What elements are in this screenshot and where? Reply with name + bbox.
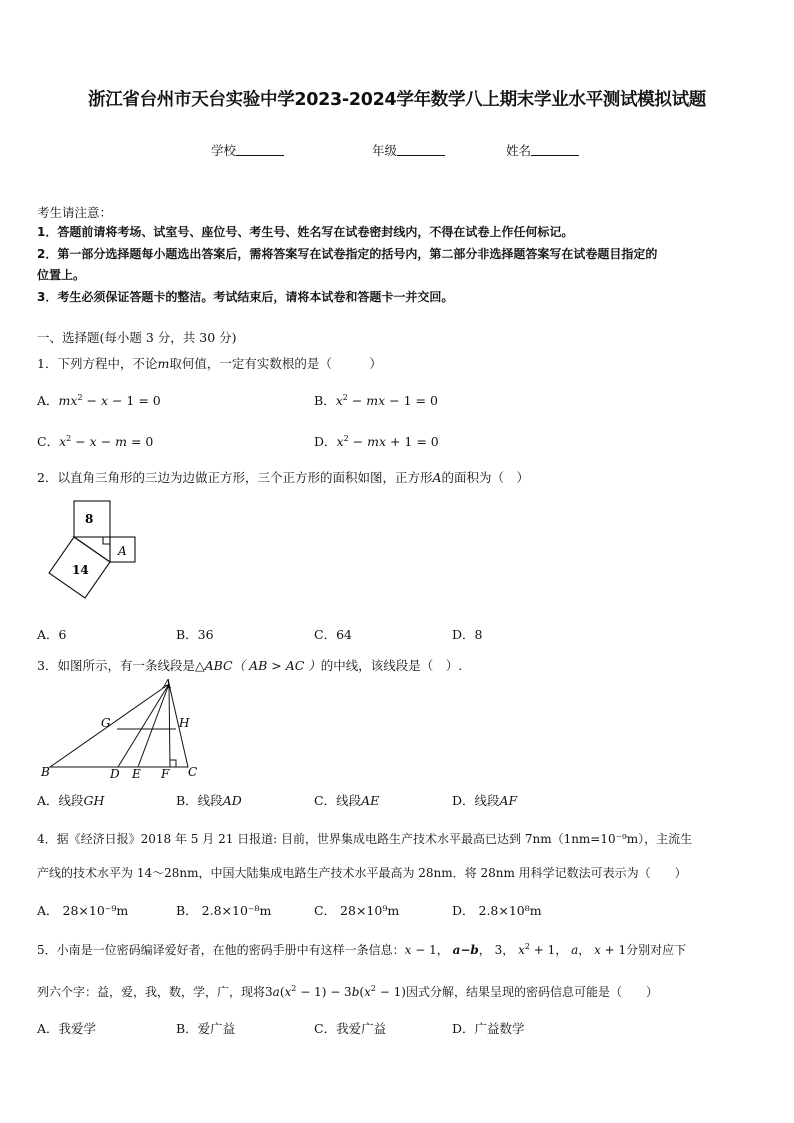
notice-item-1: 1．答题前请将考场、试室号、座位号、考生号、姓名写在试卷密封线内，不得在试卷上作任何标记。: [37, 225, 574, 239]
notice-heading: 考生请注意：: [37, 205, 113, 220]
q3-option-d[interactable]: D．线段AF: [452, 793, 518, 808]
page-title: 浙江省台州市天台实验中学2023-2024学年数学八上期末学业水平测试模拟试题: [88, 90, 706, 110]
right-angle-mark: [103, 537, 110, 544]
section-heading: 一、选择题(每小题 3 分，共 30 分): [37, 330, 237, 345]
q3-triangle-figure: [38, 676, 208, 784]
grade-label: 年级: [372, 143, 398, 158]
q4-option-b[interactable]: B． 2.8×10⁻⁸m: [176, 903, 272, 918]
name-blank[interactable]: [531, 143, 579, 156]
label-a: A: [163, 677, 172, 691]
segment-ad: [118, 684, 169, 767]
q1-option-a[interactable]: A．$mx^2 - x - 1 = 0$: [37, 393, 161, 408]
q4-option-d[interactable]: D． 2.8×10⁸m: [452, 903, 542, 918]
q3-option-b[interactable]: B．线段AD: [176, 793, 242, 808]
school-blank[interactable]: [236, 143, 284, 156]
question-5-line-1: 5．小南是一位密码编译爱好者，在他的密码手册中有这样一条信息：x − 1， a−b， 3， $x^2 + 1$， a， x + 1分别对应下: [37, 942, 687, 957]
label-e: E: [132, 767, 141, 781]
question-3-stem: 3．如图所示，有一条线段是△ABC（ AB > AC ）的中线，该线段是（ ）.: [37, 658, 463, 673]
label-g: G: [101, 716, 111, 730]
segment-ae: [138, 684, 169, 767]
notice-item-2: 2．第一部分选择题每小题选出答案后，需将答案写在试卷指定的括号内，第二部分非选择题答案写在试卷题目指定的: [37, 247, 658, 261]
q3-option-a[interactable]: A．线段GH: [37, 793, 105, 808]
q2-option-a[interactable]: A．6: [37, 627, 67, 642]
q5-option-b[interactable]: B．爱广益: [176, 1021, 236, 1036]
q1-option-d[interactable]: D．$x^2$ − mx + 1 = 0: [314, 434, 439, 449]
question-4-line-1: 4．据《经济日报》2018 年 5 月 21 日报道: 目前，世界集成电路生产技术水平最高已达到 7nm（1nm=10⁻⁹m），主流生: [37, 832, 693, 846]
name-field[interactable]: [506, 141, 579, 159]
q5-option-c[interactable]: C．我爱广益: [314, 1021, 387, 1036]
square-a-label: A: [118, 544, 127, 558]
question-5-line-2: 列六个字：益，爱，我，数，学，广，现将$3a(x^2 - 1) - 3b(x^2 - 1)$因式分解，结果呈现的密码信息可能是（ ）: [37, 984, 658, 999]
label-f: F: [161, 767, 170, 781]
right-angle-mark: [170, 760, 176, 767]
q2-option-d[interactable]: D．8: [452, 627, 483, 642]
triangle-abc: [50, 684, 188, 767]
q2-option-b[interactable]: B．36: [176, 627, 214, 642]
q1-option-c[interactable]: C．$x^2 - x - m = 0$: [37, 434, 154, 449]
question-4-line-2: 产线的技术水平为 14～28nm，中国大陆集成电路生产技术水平最高为 28nm．将 28nm 用科学记数法可表示为（ ）: [37, 866, 687, 880]
notice-item-3: 3．考生必须保证答题卡的整洁。考试结束后，请将本试卷和答题卡一并交回。: [37, 290, 454, 304]
q1-option-b[interactable]: B．$x^2$ − mx − 1 = 0: [314, 393, 438, 408]
q5-option-a[interactable]: A．我爱学: [37, 1021, 97, 1036]
school-field[interactable]: [211, 141, 284, 159]
segment-af: [169, 684, 170, 767]
grade-blank[interactable]: [397, 143, 445, 156]
question-2-stem: 2．以直角三角形的三边为边做正方形，三个正方形的面积如图，正方形A的面积为（ ）: [37, 470, 530, 485]
q2-option-c[interactable]: C．64: [314, 627, 352, 642]
notice-item-2-cont: 位置上。: [37, 268, 86, 282]
q4-option-a[interactable]: A． 28×10⁻⁹m: [37, 903, 129, 918]
q2-squares-figure: [48, 498, 148, 616]
label-h: H: [179, 716, 190, 730]
label-d: D: [110, 767, 120, 781]
label-c: C: [188, 765, 198, 779]
label-b: B: [41, 765, 50, 779]
q3-option-c[interactable]: C．线段AE: [314, 793, 380, 808]
school-label: 学校: [211, 143, 237, 158]
q4-option-c[interactable]: C． 28×10⁹m: [314, 903, 400, 918]
name-label: 姓名: [506, 143, 532, 158]
question-1-stem: 1．下列方程中，不论m取何值，一定有实数根的是（ ）: [37, 356, 382, 371]
square-14-label: 14: [72, 563, 89, 577]
q5-option-d[interactable]: D．广益数学: [452, 1021, 525, 1036]
square-8-label: 8: [85, 512, 94, 526]
grade-field[interactable]: [372, 141, 445, 159]
